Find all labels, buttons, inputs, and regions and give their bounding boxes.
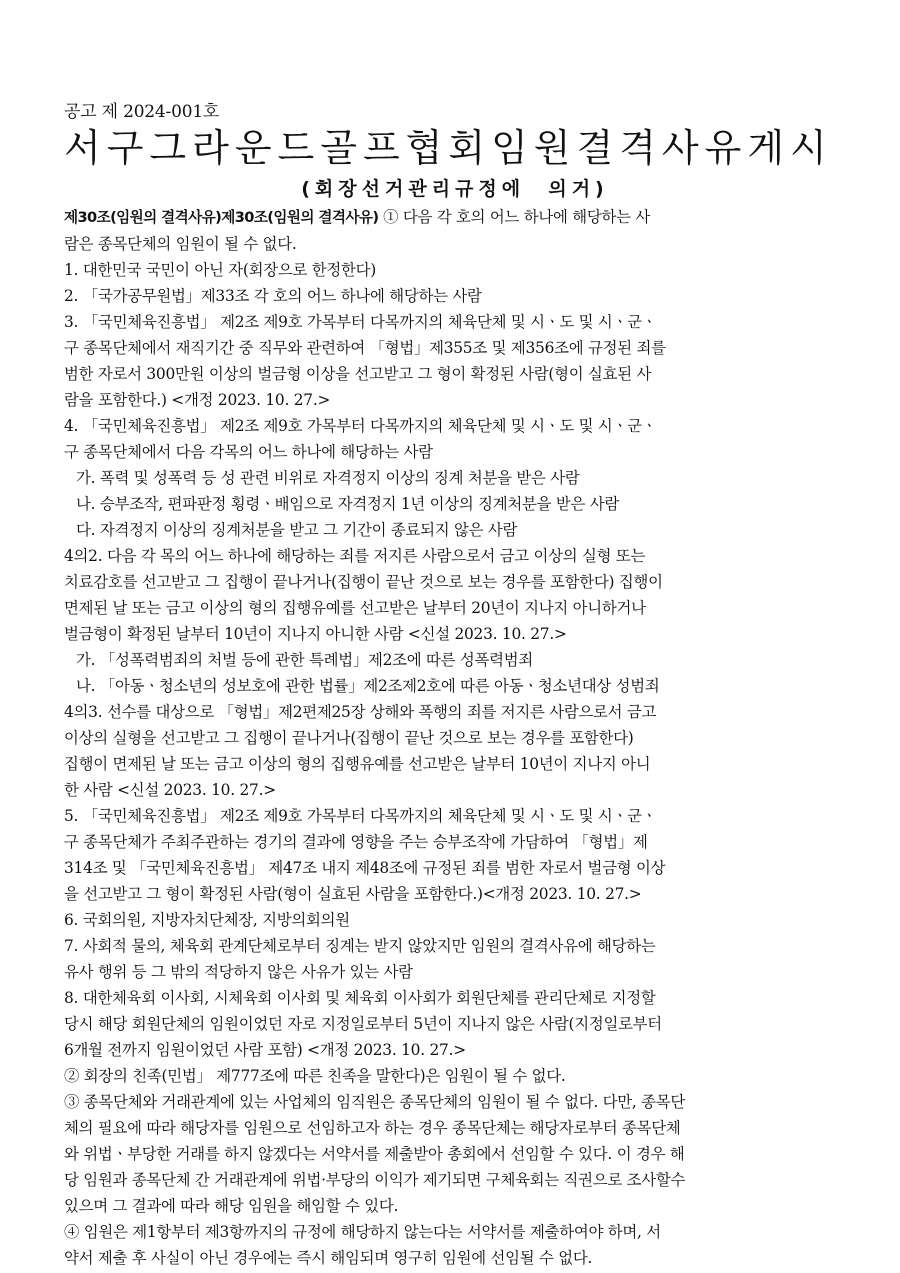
article-line-text: ① 다음 각 호의 어느 하나에 해당하는 사 <box>378 208 650 226</box>
sub-clause-item: 가. 폭력 및 성폭력 등 성 관련 비위로 자격정지 이상의 징계 처분을 받은 사람 <box>76 469 580 487</box>
document-title: 서구그라운드골프협회임원결격사유게시 <box>64 126 833 170</box>
paragraph-item: 약서 제출 후 사실이 아닌 경우에는 즉시 해임되며 영구히 임원에 선임될 수 없다. <box>64 1249 593 1267</box>
clause-item: 이상의 실형을 선고받고 그 집행이 끝나거나(집행이 끝난 것으로 보는 경우를 포함한다) <box>64 729 634 747</box>
paragraph-item: 있으며 그 결과에 따라 해당 임원을 해임할 수 있다. <box>64 1197 399 1215</box>
clause-item: 구 종목단체에서 재직기간 중 직무와 관련하여 「형법」제355조 및 제356조에 규정된 죄를 <box>64 339 666 357</box>
clause-item: 314조 및 「국민체육진흥법」 제47조 내지 제48조에 규정된 죄를 범한 자로서 벌금형 이상 <box>64 859 666 877</box>
sub-clause-item: 다. 자격정지 이상의 징계처분을 받고 그 기간이 종료되지 않은 사람 <box>76 521 518 539</box>
clause-item: 구 종목단체에서 다음 각목의 어느 하나에 해당하는 사람 <box>64 443 433 461</box>
article-heading: 제30조(임원의 결격사유)제30조(임원의 결격사유) <box>64 209 379 226</box>
clause-item: 4. 「국민체육진흥법」 제2조 제9호 가목부터 다목까지의 체육단체 및 시ㆍ도 및 시ㆍ군ㆍ <box>64 417 657 435</box>
sub-clause-item: 나. 「아동ㆍ청소년의 성보호에 관한 법률」제2조제2호에 따른 아동ㆍ청소년대상 성범죄 <box>76 677 660 695</box>
clause-item: 집행이 면제된 날 또는 금고 이상의 형의 집행유예를 선고받은 날부터 10년이 지나지 아니 <box>64 755 651 773</box>
clause-item: 1. 대한민국 국민이 아닌 자(회장으로 한정한다) <box>64 261 377 279</box>
article-body <box>64 204 846 1271</box>
clause-item: 을 선고받고 그 형이 확정된 사람(형이 실효된 사람을 포함한다.)<개정 2023. 10. 27.> <box>64 885 642 903</box>
clause-item: 2. 「국가공무원법」제33조 각 호의 어느 하나에 해당하는 사람 <box>64 287 482 305</box>
clause-item: 6. 국회의원, 지방자치단체장, 지방의회의원 <box>64 911 350 929</box>
sub-clause-item: 나. 승부조작, 편파판정 횡령ㆍ배임으로 자격정지 1년 이상의 징계처분을 받은 사람 <box>76 495 619 513</box>
paragraph-item: ③ 종목단체와 거래관계에 있는 사업체의 임직원은 종목단체의 임원이 될 수 없다. 다만, 종목단 <box>64 1093 685 1111</box>
paragraph-item: 와 위법ㆍ부당한 거래를 하지 않겠다는 서약서를 제출받아 총회에서 선임할 수 있다. 이 경우 해 <box>64 1145 685 1163</box>
paragraph-item: ④ 임원은 제1항부터 제3항까지의 규정에 해당하지 않는다는 서약서를 제출하여야 하며, 서 <box>64 1223 661 1241</box>
clause-item: 면제된 날 또는 금고 이상의 형의 집행유예를 선고받은 날부터 20년이 지나지 아니하거나 <box>64 599 646 617</box>
clause-item: 한 사람 <신설 2023. 10. 27.> <box>64 781 276 799</box>
article-line <box>64 204 846 231</box>
sub-clause-item: 가. 「성폭력범죄의 처벌 등에 관한 특례법」제2조에 따른 성폭력범죄 <box>76 651 534 669</box>
clause-item: 당시 해당 회원단체의 임원이었던 자로 지정일로부터 5년이 지나지 않은 사람(지정일로부터 <box>64 1015 662 1033</box>
clause-item: 벌금형이 확정된 날부터 10년이 지나지 아니한 사람 <신설 2023. 10. 27.> <box>64 625 567 643</box>
clause-item: 유사 행위 등 그 밖의 적당하지 않은 사유가 있는 사람 <box>64 963 413 981</box>
clause-item: 5. 「국민체육진흥법」 제2조 제9호 가목부터 다목까지의 체육단체 및 시ㆍ도 및 시ㆍ군ㆍ <box>64 807 657 825</box>
clause-item: 7. 사회적 물의, 체육회 관계단체로부터 징계는 받지 않았지만 임원의 결격사유에 해당하는 <box>64 937 656 955</box>
clause-item: 구 종목단체가 주최주관하는 경기의 결과에 영향을 주는 승부조작에 가담하여 「형법」제 <box>64 833 648 851</box>
clause-item: 람을 포함한다.) <개정 2023. 10. 27.> <box>64 391 331 409</box>
clause-item: 8. 대한체육회 이사회, 시체육회 이사회 및 체육회 이사회가 회원단체를 관리단체로 지정할 <box>64 989 656 1007</box>
paragraph-item: 체의 필요에 따라 해당자를 임원으로 선임하고자 하는 경우 종목단체는 해당자로부터 종목단체 <box>64 1119 681 1137</box>
paragraph-item: ② 회장의 친족(민법」 제777조에 따른 친족을 말한다)은 임원이 될 수 없다. <box>64 1067 566 1085</box>
document-page <box>64 100 846 1271</box>
clause-item: 범한 자로서 300만원 이상의 벌금형 이상을 선고받고 그 형이 확정된 사람(형이 실효된 사 <box>64 365 652 383</box>
document-subtitle: (회장선거관리규정에 의거) <box>301 178 609 200</box>
clause-item: 3. 「국민체육진흥법」 제2조 제9호 가목부터 다목까지의 체육단체 및 시ㆍ도 및 시ㆍ군ㆍ <box>64 313 657 331</box>
clause-item: 6개월 전까지 임원이었던 사람 포함) <개정 2023. 10. 27.> <box>64 1041 466 1059</box>
paragraph-item: 당 임원과 종목단체 간 거래관계에 위법·부당의 이익가 제기되면 구체육회는 직권으로 조사할수 <box>64 1171 686 1189</box>
clause-item: 4의2. 다음 각 목의 어느 하나에 해당하는 죄를 저지른 사람으로서 금고 이상의 실형 또는 <box>64 547 646 565</box>
clause-item: 치료감호를 선고받고 그 집행이 끝나거나(집행이 끝난 것으로 보는 경우를 포함한다) 집행이 <box>64 573 663 591</box>
clause-item: 4의3. 선수를 대상으로 「형법」제2편제25장 상해와 폭행의 죄를 저지른 사람으로서 금고 <box>64 703 657 721</box>
article-line: 람은 종목단체의 임원이 될 수 없다. <box>64 235 297 253</box>
notice-number: 공고 제 2024-001호 <box>64 102 220 122</box>
